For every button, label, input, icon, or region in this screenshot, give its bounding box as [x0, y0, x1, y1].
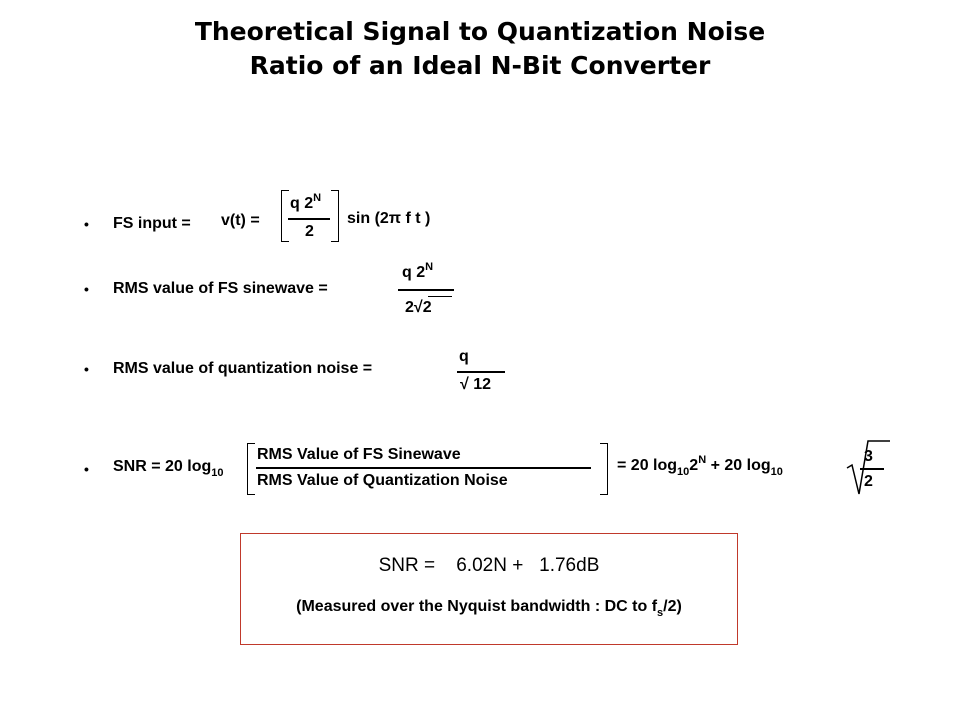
fraction-bar [288, 218, 330, 220]
slide-title-line1: Theoretical Signal to Quantization Noise [194, 17, 766, 46]
snr-result-formula: SNR = 6.02N + 1.76dB [378, 555, 600, 576]
fs-input-numerator: q $2^N$ [290, 192, 322, 212]
snr-rhs: = 20 $\log_{10}2^N + 20$ $\log_{10}$ [617, 454, 783, 478]
radical-overline [428, 296, 452, 297]
snr-label: SNR = 20 $\log_{10}$ [113, 458, 224, 479]
snr-denominator: RMS Value of Quantization Noise [257, 472, 508, 489]
left-bracket [247, 443, 255, 495]
rms-noise-numerator: q [459, 348, 469, 365]
rms-sine-numerator: q $2^N$ [402, 261, 434, 281]
snr-numerator: RMS Value of FS Sinewave [257, 446, 461, 463]
fs-input-denominator: 2 [305, 223, 314, 240]
fs-input-rhs: sin (2π f t ) [347, 210, 431, 227]
bullet-marker: • [84, 461, 89, 477]
sqrt-numerator: 3 [864, 448, 873, 465]
sqrt-icon: √ [413, 299, 423, 316]
fraction-bar [860, 468, 884, 470]
fs-input-label: FS input = [113, 215, 191, 232]
bullet-marker: • [84, 281, 89, 297]
bullet-marker: • [84, 216, 89, 232]
left-bracket [281, 190, 289, 242]
fraction-bar [398, 289, 454, 291]
bullet-marker: • [84, 361, 89, 377]
fraction-bar [256, 467, 591, 469]
result-box [240, 533, 738, 645]
right-bracket [600, 443, 608, 495]
rms-noise-denominator: √ 12 [460, 376, 492, 393]
rms-sine-label: RMS value of FS sinewave = [113, 280, 328, 297]
fs-input-lhs: v(t) = [221, 212, 260, 229]
sqrt-icon: √ [460, 376, 469, 393]
fraction-bar [457, 371, 505, 373]
rms-noise-label: RMS value of quantization noise = [113, 360, 373, 377]
sqrt-denominator: 2 [864, 473, 873, 490]
rms-sine-denominator: 2√2 [405, 299, 432, 316]
right-bracket [331, 190, 339, 242]
snr-result-note: (Measured over the Nyquist bandwidth : DC to $f_s/2$) [296, 598, 682, 619]
slide-title-line2: Ratio of an Ideal N-Bit Converter [249, 51, 711, 80]
